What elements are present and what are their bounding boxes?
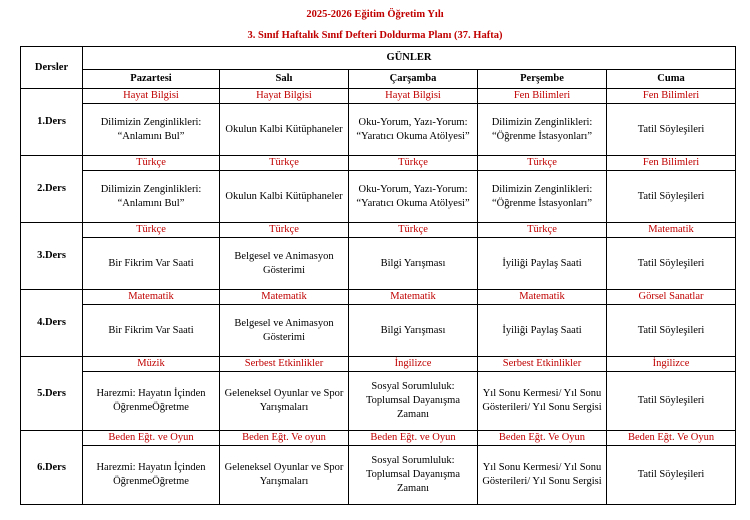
activity-cell: Bilgi Yarışması [349,238,478,290]
day-header-monday: Pazartesi [83,70,220,89]
activity-cell: Oku-Yorum, Yazı-Yorum: “Yaratıcı Okuma Atölyesi” [349,104,478,156]
weekly-plan-table [20,46,736,505]
subject-cell: Türkçe [220,223,349,238]
activity-cell: Sosyal Sorumluluk: Toplumsal Dayanışma Zamanı [349,372,478,431]
activity-cell: Tatil Söyleşileri [607,305,736,357]
lesson-label: 3.Ders [21,223,83,290]
activity-cell: Bir Fikrim Var Saati [83,305,220,357]
activity-cell: Tatil Söyleşileri [607,372,736,431]
activity-cell: Geleneksel Oyunlar ve Spor Yarışmaları [220,446,349,505]
day-header-thursday: Perşembe [478,70,607,89]
academic-year-title: 2025-2026 Eğitim Öğretim Yılı [306,9,444,20]
activity-cell: Dilimizin Zenginlikleri: “Anlamını Bul” [83,171,220,223]
subject-cell: Hayat Bilgisi [220,89,349,104]
subject-cell: Türkçe [349,223,478,238]
activity-cell: Yıl Sonu Kermesi/ Yıl Sonu Gösterileri/ Yıl Sonu Sergisi [478,372,607,431]
activity-cell: Tatil Söyleşileri [607,238,736,290]
activity-cell: Harezmi: Hayatın İçinden ÖğrenmeÖğretme [83,446,220,505]
activity-cell: Yıl Sonu Kermesi/ Yıl Sonu Gösterileri/ Yıl Sonu Sergisi [478,446,607,505]
subject-cell: Serbest Etkinlikler [220,357,349,372]
subject-cell: Görsel Sanatlar [607,290,736,305]
lesson-label: 4.Ders [21,290,83,357]
activity-cell: İyiliği Paylaş Saati [478,238,607,290]
activity-cell: Oku-Yorum, Yazı-Yorum: “Yaratıcı Okuma Atölyesi” [349,171,478,223]
subject-cell: Hayat Bilgisi [83,89,220,104]
activity-cell: Bilgi Yarışması [349,305,478,357]
subject-cell: Beden Eğt. Ve Oyun [478,431,607,446]
subject-cell: Fen Bilimleri [607,89,736,104]
subject-cell: Beden Eğt. Ve Oyun [607,431,736,446]
day-header-wednesday: Çarşamba [349,70,478,89]
day-header-tuesday: Salı [220,70,349,89]
subject-cell: Beden Eğt. ve Oyun [349,431,478,446]
subject-cell: İngilizce [607,357,736,372]
subject-cell: Matematik [607,223,736,238]
subject-cell: Türkçe [83,156,220,171]
lesson-label: 6.Ders [21,431,83,505]
activity-cell: Geleneksel Oyunlar ve Spor Yarışmaları [220,372,349,431]
activity-cell: Okulun Kalbi Kütüphaneler [220,171,349,223]
lesson-label: 2.Ders [21,156,83,223]
activity-cell: Harezmi: Hayatın İçinden ÖğrenmeÖğretme [83,372,220,431]
gunler-header: GÜNLER [83,47,736,70]
subject-cell: Hayat Bilgisi [349,89,478,104]
lesson-label: 1.Ders [21,89,83,156]
subject-cell: Müzik [83,357,220,372]
activity-cell: Tatil Söyleşileri [607,446,736,505]
activity-cell: Tatil Söyleşileri [607,104,736,156]
subject-cell: Matematik [220,290,349,305]
dersler-header: Dersler [21,47,83,89]
subject-cell: Serbest Etkinlikler [478,357,607,372]
subject-cell: Matematik [478,290,607,305]
subject-cell: Matematik [83,290,220,305]
subject-cell: Beden Eğt. Ve oyun [220,431,349,446]
subject-cell: Fen Bilimleri [478,89,607,104]
subject-cell: Matematik [349,290,478,305]
subject-cell: Türkçe [83,223,220,238]
activity-cell: Belgesel ve Animasyon Gösterimi [220,238,349,290]
subject-cell: Fen Bilimleri [607,156,736,171]
subject-cell: Türkçe [478,156,607,171]
activity-cell: Sosyal Sorumluluk: Toplumsal Dayanışma Zamanı [349,446,478,505]
activity-cell: Dilimizin Zenginlikleri: “Öğrenme İstasyonları” [478,104,607,156]
activity-cell: Bir Fikrim Var Saati [83,238,220,290]
activity-cell: Dilimizin Zenginlikleri: “Anlamını Bul” [83,104,220,156]
activity-cell: Belgesel ve Animasyon Gösterimi [220,305,349,357]
activity-cell: İyiliği Paylaş Saati [478,305,607,357]
subject-cell: Türkçe [478,223,607,238]
subject-cell: Türkçe [220,156,349,171]
plan-title: 3. Sınıf Haftalık Sınıf Defteri Doldurma Planı (37. Hafta) [247,30,503,41]
subject-cell: Türkçe [349,156,478,171]
subject-cell: İngilizce [349,357,478,372]
activity-cell: Dilimizin Zenginlikleri: “Öğrenme İstasyonları” [478,171,607,223]
activity-cell: Okulun Kalbi Kütüphaneler [220,104,349,156]
activity-cell: Tatil Söyleşileri [607,171,736,223]
day-header-friday: Cuma [607,70,736,89]
subject-cell: Beden Eğt. ve Oyun [83,431,220,446]
lesson-label: 5.Ders [21,357,83,431]
